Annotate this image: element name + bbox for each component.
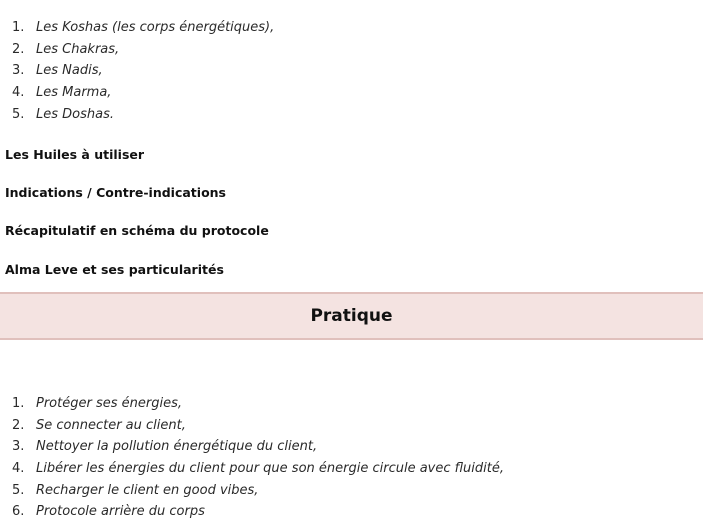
section-banner-title: Pratique bbox=[310, 306, 393, 326]
list-item-number: 1. bbox=[12, 20, 25, 35]
list-item-number: 2. bbox=[12, 41, 25, 57]
list-item-number: 4. bbox=[12, 85, 25, 101]
list-item-text: Les Koshas (les corps énergétiques), bbox=[36, 20, 275, 35]
list-item-number: 5. bbox=[12, 106, 25, 122]
list-item-text: Recharger le client en good vibes, bbox=[36, 482, 259, 498]
list-item-number: 1. bbox=[12, 396, 25, 411]
list-item-text: Les Nadis, bbox=[36, 63, 103, 79]
list-item-text: Nettoyer la pollution énergétique du client, bbox=[36, 439, 318, 455]
heading-alma-leve: Alma Leve et ses particularités bbox=[5, 262, 224, 277]
list-item-text: Protéger ses énergies, bbox=[36, 396, 182, 411]
list-item-number: 6. bbox=[12, 504, 25, 520]
list-item-text: Libérer les énergies du client pour que son énergie circule avec fluidité, bbox=[36, 461, 504, 477]
list-item-text: Les Doshas. bbox=[36, 106, 114, 122]
heading-recapitulatif: Récapitulatif en schéma du protocole bbox=[5, 223, 269, 238]
list-item-number: 3. bbox=[12, 63, 25, 79]
heading-indications: Indications / Contre-indications bbox=[5, 185, 226, 200]
list-item-number: 4. bbox=[12, 461, 25, 477]
list-item-text: Se connecter au client, bbox=[36, 417, 186, 433]
list-item-text: Les Chakras, bbox=[36, 41, 120, 57]
list-item-number: 3. bbox=[12, 439, 25, 455]
list-item-text: Les Marma, bbox=[36, 85, 112, 101]
heading-huiles: Les Huiles à utiliser bbox=[5, 147, 145, 162]
list-item-number: 5. bbox=[12, 482, 25, 498]
list-item-text: Protocole arrière du corps bbox=[36, 504, 205, 520]
section-banner-pratique bbox=[0, 292, 703, 340]
list-item-number: 2. bbox=[12, 417, 25, 433]
